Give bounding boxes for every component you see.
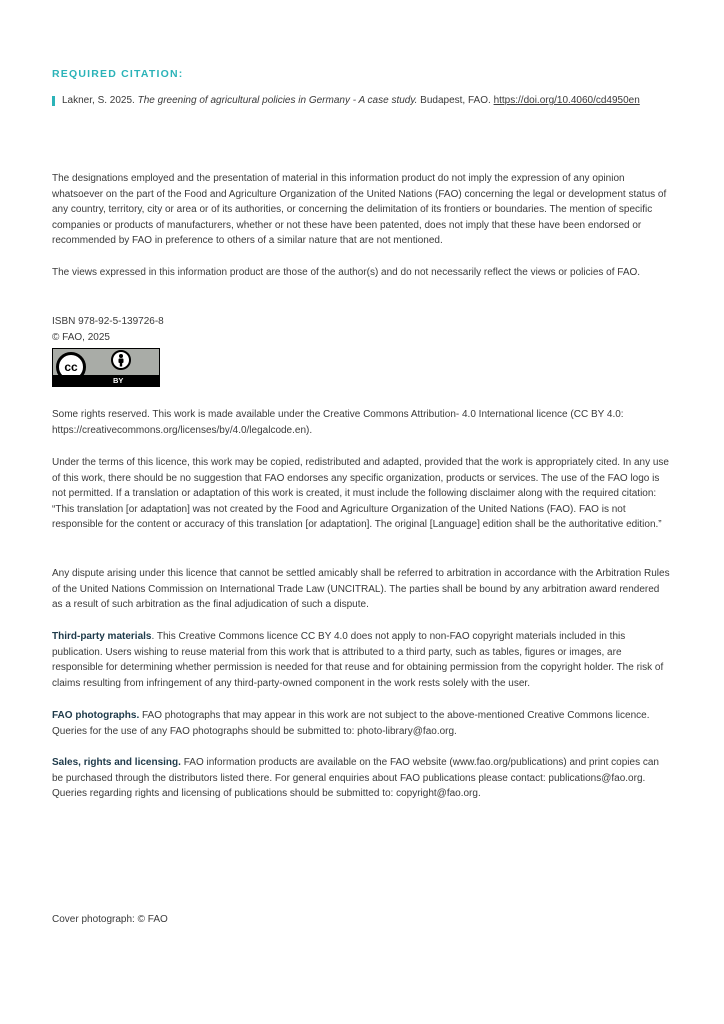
third-party-text: . This Creative Commons licence CC BY 4.0 does not apply to non-FAO copyright materials included in this publication. Users wishing to reuse material from this work that is attributed to a third party, such as tables, figures or images, are responsible for determining whether permission is needed for that reuse and for obtaining permission from the copyright holder. The risk of claims resulting from infringement of any third-party-owned component in the work rests solely with the user. (52, 631, 664, 689)
photographs-text: FAO photographs that may appear in this work are not subject to the above-mentioned Creative Commons licence. Queries for the use of any FAO photographs should be submitted to: photo-library@fao.org. (52, 710, 650, 737)
cc-icon: cc (56, 352, 86, 382)
isbn-number: ISBN 978-92-5-139726-8 (52, 316, 164, 327)
sales-text: FAO information products are available on the FAO website (www.fao.org/publications) and print copies can be purchased through the distributors listed there. For general enquiries about FAO publications please contact: publications@fao.org. Queries regarding rights and licensing of publications should be submitted to: copyright@fao.org. (52, 757, 659, 800)
third-party-label: Third-party materials (52, 631, 152, 642)
isbn-block (52, 314, 164, 346)
citation-publisher: Budapest, FAO. (420, 95, 491, 106)
dispute-paragraph: Any dispute arising under this licence that cannot be settled amicably shall be referred to arbitration in accordance with the Arbitration Rules of the United Nations Commission on International Trade Law (UNCITRAL). The parties shall be bound by any arbitration award rendered as a result of such arbitration as the final adjudication of such a dispute. (52, 568, 670, 611)
citation-accent-bar (52, 96, 55, 106)
views-paragraph: The views expressed in this information product are those of the author(s) and do not necessarily reflect the views or policies of FAO. (52, 267, 641, 278)
citation-doi-link[interactable]: https://doi.org/10.4060/cd4950en (493, 95, 640, 106)
photographs-paragraph (52, 708, 672, 739)
cc-by-license-badge[interactable] (52, 348, 160, 387)
citation-text (52, 94, 702, 108)
sales-paragraph (52, 755, 672, 802)
photographs-label: FAO photographs. (52, 710, 140, 721)
citation-author: Lakner, S. 2025. (62, 95, 135, 106)
license-terms-paragraph: Under the terms of this licence, this work may be copied, redistributed and adapted, provided that the work is appropriately cited. In any use of this work, there should be no suggestion that FAO endorses any specific organization, products or services. The use of the FAO logo is not permitted. If a translation or adaptation of this work is created, it must include the following disclaimer along with the required citation: “This translation [or adaptation] was not created by the Food and Agriculture Organization of the United Nations (FAO). FAO is not responsible for the content or accuracy of this translation [or adaptation]. The original [Language] edition shall be the authoritative edition.” (52, 457, 669, 531)
badge-strip (53, 375, 159, 386)
sales-label: Sales, rights and licensing. (52, 757, 181, 768)
third-party-paragraph (52, 629, 672, 691)
copyright-line: © FAO, 2025 (52, 332, 110, 343)
license-paragraph: Some rights reserved. This work is made available under the Creative Commons Attribution- 4.0 International licence (CC BY 4.0: https://creativecommons.org/licenses/by/4.0/legalcode.en). (52, 409, 624, 436)
required-citation-heading: REQUIRED CITATION: (52, 68, 184, 80)
by-label: BY (113, 376, 124, 385)
cover-photo-credit: Cover photograph: © FAO (52, 914, 168, 925)
citation-title: The greening of agricultural policies in Germany - A case study. (137, 95, 418, 106)
disclaimer-paragraph: The designations employed and the presentation of material in this information product do not imply the expression of any opinion whatsoever on the part of the Food and Agriculture Organization of the United Nations (FAO) concerning the legal or development status of any country, territory, city or area or of its authorities, or concerning the delimitation of its frontiers or boundaries. The mention of specific companies or products of manufacturers, whether or not these have been patented, does not imply that these have been endorsed or recommended by FAO in preference to others of a similar nature that are not mentioned. (52, 173, 667, 247)
attribution-person-icon (111, 350, 131, 370)
